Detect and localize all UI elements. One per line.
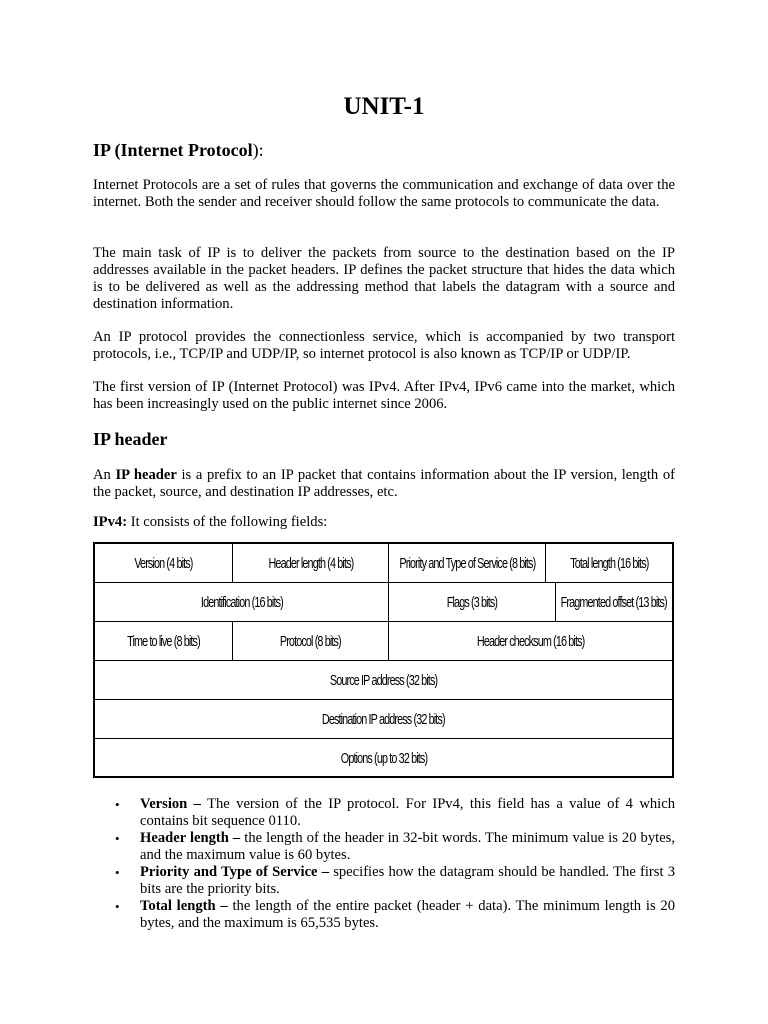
intro-rest: is a prefix to an IP packet that contains information about the IP version, length of the packet, source, and destination IP addresses, etc. <box>93 467 675 500</box>
list-item-term: Priority and Type of Service – <box>140 864 330 880</box>
list-item <box>93 864 675 898</box>
list-item-term: Version – <box>140 796 201 812</box>
field-options <box>95 739 672 778</box>
field-flags <box>389 583 556 621</box>
field-version <box>95 544 233 582</box>
paragraph-1: Internet Protocols are a set of rules that governs the communication and exchange of data over the internet. Both the sender and receiver should follow the same protocols to communicate the data. <box>93 177 675 210</box>
field-total-length <box>546 544 672 582</box>
field-header-length <box>233 544 389 582</box>
field-description-list <box>93 796 675 932</box>
list-item <box>93 796 675 830</box>
intro-prefix: An <box>93 467 116 483</box>
paragraph-3: An IP protocol provides the connectionless service, which is accompanied by two transport protocols, i.e., TCP/IP and UDP/IP, so internet protocol is also known as TCP/IP or UDP/IP. <box>93 329 675 362</box>
field-flags-label: Flags (3 bits) <box>446 593 498 611</box>
field-identification <box>95 583 389 621</box>
field-version-label: Version (4 bits) <box>134 554 193 572</box>
field-fragment-offset <box>556 583 672 621</box>
ipv4-label: IPv4: <box>93 514 128 530</box>
field-header-length-label: Header length (4 bits) <box>268 554 353 572</box>
field-options-label: Options (up to 32 bits) <box>340 750 427 767</box>
diagram-row-1 <box>95 544 672 583</box>
list-item-term: Header length – <box>140 830 241 846</box>
ipv4-intro <box>93 514 675 531</box>
section-heading-ip-header <box>93 428 168 450</box>
bullet-icon: • <box>115 831 120 846</box>
field-protocol-label: Protocol (8 bits) <box>280 632 341 650</box>
field-priority-tos-label: Priority and Type of Service (8 bits) <box>399 554 535 572</box>
field-destination-ip-label: Destination IP address (32 bits) <box>322 710 445 728</box>
section-heading-ip-header-text: IP header <box>93 429 168 449</box>
page-title: UNIT-1 <box>343 93 425 120</box>
list-item-text: the length of the entire packet (header + data). The minimum length is 20 bytes, and the maximum is 65,535 bytes. <box>140 898 675 931</box>
field-source-ip <box>95 661 672 699</box>
bullet-icon: • <box>115 899 120 914</box>
list-item-text: specifies how the datagram should be handled. The first 3 bits are the priority bits. <box>140 864 675 897</box>
bullet-icon: • <box>115 797 120 812</box>
field-ttl <box>95 622 233 660</box>
list-item-term: Total length – <box>140 898 228 914</box>
ipv4-intro-text: It consists of the following fields: <box>127 514 328 530</box>
field-priority-tos <box>389 544 546 582</box>
section-heading-ip-tail: ): <box>252 140 264 160</box>
ipv4-header-diagram <box>93 542 674 778</box>
intro-bold-term: IP header <box>115 467 177 483</box>
section-heading-ip-bold: IP (Internet Protocol <box>93 140 253 160</box>
ip-header-intro <box>93 467 675 501</box>
field-protocol <box>233 622 389 660</box>
list-item-text: the length of the header in 32-bit words. The minimum value is 20 bytes, and the maximum value is 60 bytes. <box>140 830 676 863</box>
list-item <box>93 830 675 864</box>
field-fragment-offset-label: Fragmented offset (13 bits) <box>560 593 668 611</box>
field-ttl-label: Time to live (8 bits) <box>127 632 200 650</box>
field-source-ip-label: Source IP address (32 bits) <box>329 671 438 689</box>
field-identification-label: Identification (16 bits) <box>200 593 283 611</box>
paragraph-2: The main task of IP is to deliver the packets from source to the destination based on the IP addresses available in the packet headers. IP defines the packet structure that hides the data which is to be delivered as well as the addressing method that labels the datagram with a source and destination information. <box>93 245 675 312</box>
field-total-length-label: Total length (16 bits) <box>569 554 649 572</box>
diagram-row-2 <box>95 583 672 622</box>
field-header-checksum <box>389 622 672 660</box>
field-header-checksum-label: Header checksum (16 bits) <box>476 632 585 650</box>
list-item-text: The version of the IP protocol. For IPv4, this field has a value of 4 which contains bit sequence 0110. <box>140 796 676 829</box>
diagram-row-5 <box>95 700 672 739</box>
section-heading-ip <box>93 139 264 161</box>
list-item <box>93 898 675 932</box>
paragraph-4: The first version of IP (Internet Protocol) was IPv4. After IPv4, IPv6 came into the market, which has been increasingly used on the public internet since 2006. <box>93 379 675 412</box>
field-destination-ip <box>95 700 672 738</box>
diagram-row-3 <box>95 622 672 661</box>
bullet-icon: • <box>115 865 120 880</box>
diagram-row-6 <box>95 739 672 778</box>
diagram-row-4 <box>95 661 672 700</box>
